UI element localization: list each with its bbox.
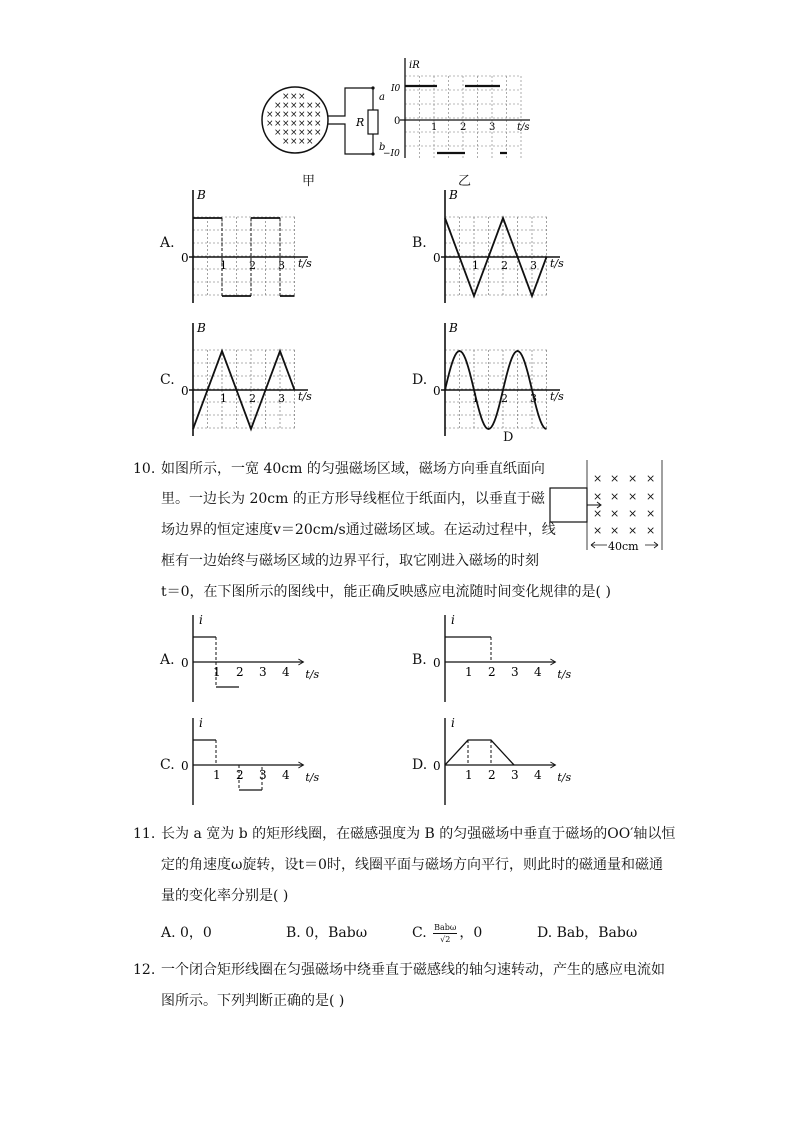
- cross-icon: ×: [298, 137, 306, 147]
- tick-label: 1: [213, 665, 221, 679]
- cross-icon: ×: [298, 119, 306, 129]
- q10-line-2: 里。一边长为 20cm 的正方形导线框位于纸面内，以垂直于磁: [161, 491, 545, 507]
- q11-option-d-label: D.: [537, 925, 553, 941]
- q11-option-b-label: B.: [286, 925, 301, 941]
- origin-label: 0: [394, 116, 401, 127]
- graph-yi: [383, 58, 530, 159]
- q9-graph-a[interactable]: [178, 185, 328, 310]
- axis-x-label: t/s: [298, 257, 312, 270]
- q10-option-b-label[interactable]: B.: [412, 652, 427, 668]
- tick-label: 2: [249, 392, 256, 405]
- i0-label: I0: [391, 84, 401, 94]
- axis-y-label: i: [451, 716, 455, 730]
- cross-icon: ×: [298, 128, 306, 138]
- tick-3: 3: [489, 122, 496, 133]
- tick-label: 1: [220, 259, 227, 272]
- cross-icon: ×: [298, 110, 306, 120]
- axis-y-label: iR: [409, 60, 420, 71]
- cross-icon: ×: [306, 119, 314, 129]
- top-figure: [255, 58, 540, 188]
- cross-icon: ×: [282, 101, 290, 111]
- cross-icon: ×: [314, 128, 322, 138]
- axis-x-label: t/s: [550, 257, 564, 270]
- tick-1: 1: [431, 122, 438, 133]
- q11-line-2: 定的角速度ω旋转，设t＝0时，线圈平面与磁场方向平行，则此时的磁通量和磁通: [161, 857, 663, 873]
- cross-icon: ×: [282, 92, 290, 102]
- cross-icon: ×: [282, 119, 290, 129]
- q9-graph-d[interactable]: [430, 318, 580, 443]
- q11-option-a-text: 0，0: [180, 925, 212, 941]
- cross-icon: ×: [593, 524, 603, 537]
- cross-icon: ×: [274, 128, 282, 138]
- tick-label: 2: [501, 392, 508, 405]
- cross-icon: ×: [282, 128, 290, 138]
- q11-option-c-numerator: Babω: [434, 922, 457, 932]
- q10-option-c-label[interactable]: C.: [160, 757, 175, 773]
- tick-label: 3: [278, 392, 285, 405]
- q10-graph-d[interactable]: [430, 713, 572, 808]
- cross-icon: ×: [282, 137, 290, 147]
- q9-option-c-label[interactable]: C.: [160, 372, 175, 388]
- tick-label: 1: [465, 665, 473, 679]
- origin-label: 0: [181, 384, 189, 398]
- q9-graph-b[interactable]: [430, 185, 580, 310]
- cross-icon: ×: [274, 119, 282, 129]
- q12-line-1: 一个闭合矩形线圈在匀强磁场中绕垂直于磁感线的轴匀速转动，产生的感应电流如: [161, 962, 665, 978]
- tick-label: 2: [501, 259, 508, 272]
- cross-icon: ×: [306, 137, 314, 147]
- q10-graph-c[interactable]: [178, 713, 320, 808]
- cross-icon: ×: [646, 490, 656, 503]
- cross-icon: ×: [306, 128, 314, 138]
- axis-x-label: t/s: [557, 771, 572, 784]
- cross-icon: ×: [610, 507, 620, 520]
- cross-icon: ×: [593, 490, 603, 503]
- axis-x-label: t/s: [305, 771, 320, 784]
- axis-y-label: B: [197, 321, 206, 335]
- resistor-label: R: [356, 116, 365, 129]
- tick-label: 1: [472, 259, 479, 272]
- q11-option-c-label: C.: [412, 925, 427, 941]
- q10-line-5: t＝0，在下图所示的图线中，能正确反映感应电流随时间变化规律的是( ): [161, 584, 611, 600]
- tick-label: 4: [534, 665, 542, 679]
- cross-icon: ×: [610, 472, 620, 485]
- origin-label: 0: [433, 384, 441, 398]
- q10-line-3: 场边界的恒定速度v＝20cm/s通过磁场区域。在运动过程中，线: [161, 522, 556, 538]
- yi-caption: 乙: [458, 174, 472, 189]
- cross-icon: ×: [610, 490, 620, 503]
- circuit-wire: [328, 88, 373, 154]
- cross-icon: ×: [266, 110, 274, 120]
- tick-label: 1: [220, 392, 227, 405]
- q10-option-a-label[interactable]: A.: [160, 652, 175, 668]
- cross-icon: ×: [290, 119, 298, 129]
- cross-icon: ×: [274, 110, 282, 120]
- q11-option-c-tail: ，0: [459, 925, 483, 941]
- cross-icon: ×: [593, 472, 603, 485]
- origin-label: 0: [181, 759, 189, 773]
- cross-icon: ×: [298, 101, 306, 111]
- current-curve: [445, 740, 514, 765]
- field-width-label: 40cm: [608, 540, 639, 553]
- axis-x-label: t/s: [550, 390, 564, 403]
- origin-label: 0: [181, 656, 189, 670]
- tick-label: 4: [282, 768, 290, 782]
- origin-label: 0: [181, 251, 189, 265]
- q9-option-a-label[interactable]: A.: [160, 235, 175, 251]
- cross-icon: ×: [646, 472, 656, 485]
- q11-option-b-text: 0，Babω: [305, 925, 368, 941]
- tick-label: 3: [511, 768, 519, 782]
- cross-icon: ×: [628, 507, 638, 520]
- q11-number: 11.: [133, 826, 156, 842]
- cross-icon: ×: [306, 110, 314, 120]
- q10-line-1: 如图所示，一宽 40cm 的匀强磁场区域，磁场方向垂直纸面向: [161, 461, 545, 477]
- neg-i0-label: −I0: [383, 149, 400, 159]
- tick-label: 1: [465, 768, 473, 782]
- q10-field-figure: [545, 460, 670, 560]
- tick-label: 3: [530, 259, 537, 272]
- q11-option-a[interactable]: [161, 919, 212, 948]
- cross-icon: ×: [314, 119, 322, 129]
- q11-option-c-fraction: [433, 922, 457, 945]
- axis-x-label: t/s: [298, 390, 312, 403]
- cross-icon: ×: [274, 101, 282, 111]
- q9-d-caption: D: [503, 430, 514, 445]
- cross-icon: ×: [646, 524, 656, 537]
- tick-2: 2: [460, 122, 467, 133]
- q10-graph-b[interactable]: [430, 610, 572, 705]
- cross-icon: ×: [290, 128, 298, 138]
- q12-line-2: 图所示。下列判断正确的是( ): [161, 993, 345, 1009]
- tick-label: 3: [259, 768, 267, 782]
- cross-icon: ×: [628, 490, 638, 503]
- cross-icon: ×: [290, 101, 298, 111]
- cross-icon: ×: [298, 92, 306, 102]
- q9-option-b-label[interactable]: B.: [412, 235, 427, 251]
- q10-number: 10.: [133, 461, 156, 477]
- axis-y-label: i: [199, 716, 203, 730]
- q11-option-c[interactable]: [412, 919, 482, 948]
- axis-x-label: t/s: [305, 668, 320, 681]
- q12-number: 12.: [133, 962, 156, 978]
- field-crosses: [266, 92, 322, 147]
- q11-option-d-text: Bab，Babω: [556, 925, 638, 941]
- tick-label: 2: [236, 768, 244, 782]
- cross-icon: ×: [646, 507, 656, 520]
- cross-icon: ×: [306, 101, 314, 111]
- q11-line-3: 量的变化率分别是( ): [161, 888, 289, 904]
- axis-y-label: i: [199, 613, 203, 627]
- tick-label: 1: [472, 392, 479, 405]
- q11-option-c-denominator: √2: [440, 934, 451, 944]
- jia-caption: 甲: [302, 174, 316, 189]
- axis-y-label: i: [451, 613, 455, 627]
- tick-label: 3: [530, 392, 537, 405]
- origin-label: 0: [433, 251, 441, 265]
- q11-option-d[interactable]: [537, 919, 637, 948]
- axis-y-label: B: [197, 188, 206, 202]
- axis-y-label: B: [449, 188, 458, 202]
- cross-icon: ×: [282, 110, 290, 120]
- cross-icon: ×: [314, 110, 322, 120]
- tick-label: 2: [488, 768, 496, 782]
- tick-label: 2: [249, 259, 256, 272]
- q11-line-1: 长为 a 宽为 b 的矩形线圈，在磁感强度为 B 的匀强磁场中垂直于磁场的OO′轴以恒: [161, 826, 676, 842]
- point-b-label: b: [379, 142, 386, 153]
- q9-option-d-label[interactable]: D.: [412, 372, 428, 388]
- origin-label: 0: [433, 759, 441, 773]
- q10-graph-a[interactable]: [178, 610, 320, 705]
- tick-label: 4: [282, 665, 290, 679]
- tick-label: 2: [488, 665, 496, 679]
- cross-icon: ×: [593, 507, 603, 520]
- point-a-label: a: [379, 92, 385, 103]
- tick-label: 1: [213, 768, 221, 782]
- cross-icon: ×: [610, 524, 620, 537]
- q10-option-d-label[interactable]: D.: [412, 757, 428, 773]
- axis-x-label: t/s: [557, 668, 572, 681]
- axis-x-label: t/s: [517, 122, 530, 133]
- tick-label: 4: [534, 768, 542, 782]
- q10-line-4: 框有一边始终与磁场区域的边界平行，取它刚进入磁场的时刻: [161, 553, 539, 569]
- q9-graph-c[interactable]: [178, 318, 328, 443]
- cross-icon: ×: [628, 472, 638, 485]
- cross-icon: ×: [290, 110, 298, 120]
- tick-label: 3: [278, 259, 285, 272]
- tick-label: 2: [236, 665, 244, 679]
- cross-icon: ×: [290, 137, 298, 147]
- cross-icon: ×: [290, 92, 298, 102]
- field-crosses: [593, 472, 655, 537]
- cross-icon: ×: [266, 119, 274, 129]
- square-wire-frame: [550, 488, 587, 522]
- cross-icon: ×: [314, 101, 322, 111]
- tick-label: 3: [511, 665, 519, 679]
- origin-label: 0: [433, 656, 441, 670]
- tick-label: 3: [259, 665, 267, 679]
- axis-y-label: B: [449, 321, 458, 335]
- q11-option-b[interactable]: [286, 919, 367, 948]
- q11-option-a-label: A.: [161, 925, 176, 941]
- cross-icon: ×: [628, 524, 638, 537]
- resistor: [368, 110, 378, 134]
